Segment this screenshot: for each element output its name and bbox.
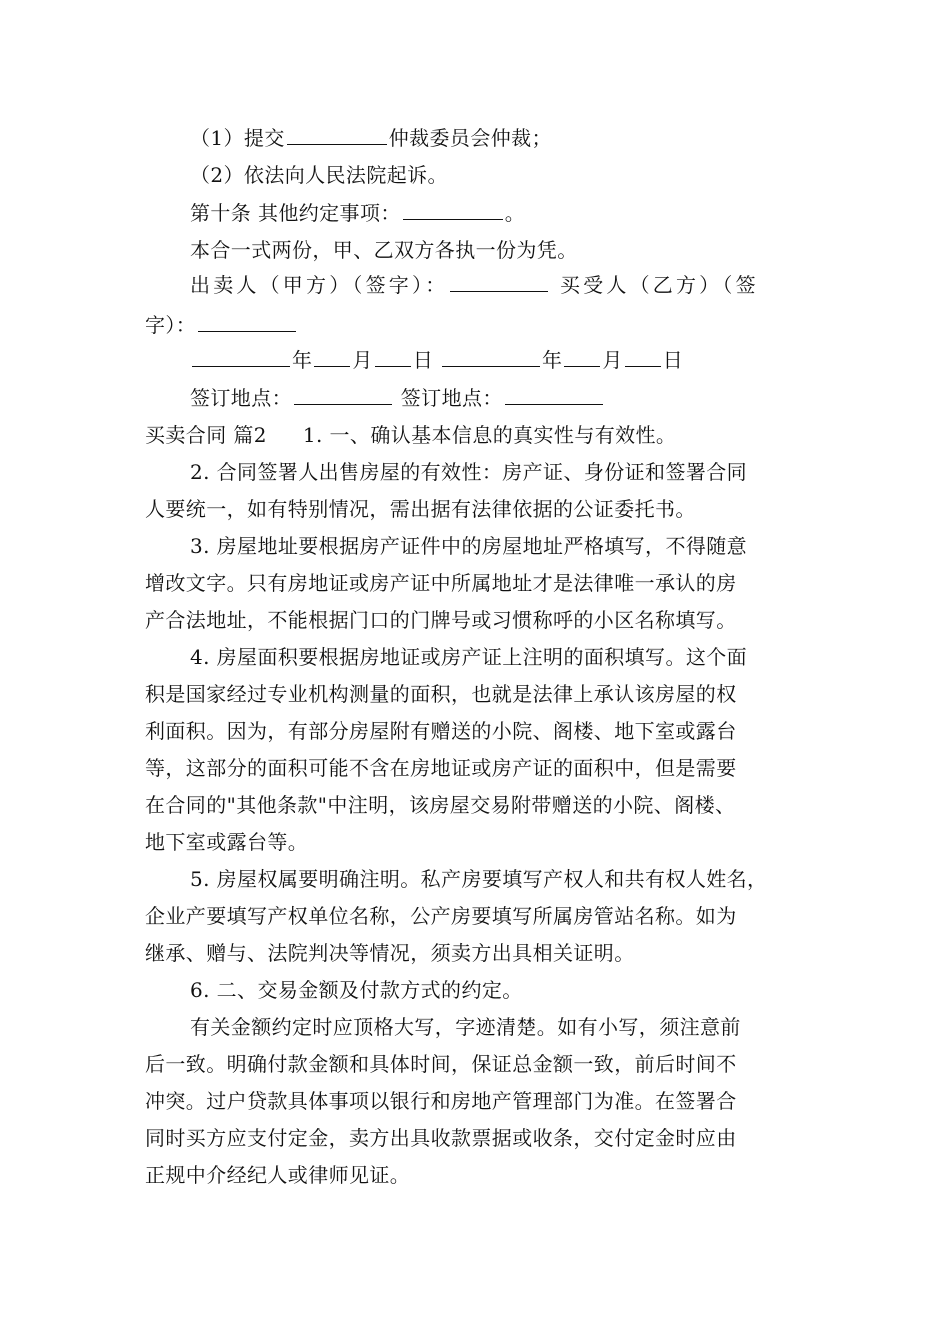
paragraph-line bbox=[190, 643, 747, 671]
copies-statement bbox=[190, 236, 578, 264]
text: 年 bbox=[292, 348, 313, 372]
text: 在合同的"其他条款"中注明，该房屋交易附带赠送的小院、阁楼、 bbox=[145, 793, 736, 817]
text: 。 bbox=[504, 201, 526, 225]
text: （1）提交 bbox=[190, 126, 285, 150]
paragraph-line bbox=[145, 717, 737, 745]
text: 企业产要填写产权单位名称，公产房要填写所属房管站名称。如为 bbox=[145, 904, 737, 928]
text: 等，这部分的面积可能不含在房地证或房产证的面积中，但是需要 bbox=[145, 756, 737, 780]
paragraph-line bbox=[190, 458, 747, 486]
signature-line-cont bbox=[145, 311, 298, 339]
paragraph-line bbox=[190, 976, 523, 1004]
text: 3. 房屋地址要根据房产证件中的房屋地址严格填写，不得随意 bbox=[190, 534, 748, 558]
text: 正规中介经纪人或律师见证。 bbox=[145, 1163, 411, 1187]
text: 第十条 其他约定事项： bbox=[190, 201, 401, 225]
text: 签订地点： bbox=[400, 386, 503, 410]
section-heading bbox=[145, 421, 676, 449]
text: 买卖合同 篇2 bbox=[145, 423, 267, 447]
fill-blank bbox=[450, 271, 548, 292]
text: 继承、赠与、法院判决等情况，须卖方出具相关证明。 bbox=[145, 941, 635, 965]
text: 1. 一、确认基本信息的真实性与有效性。 bbox=[302, 423, 677, 447]
paragraph-line bbox=[145, 680, 737, 708]
fill-blank bbox=[314, 346, 350, 367]
text: 6. 二、交易金额及付款方式的约定。 bbox=[190, 978, 523, 1002]
text: 买受人（乙方）（签 bbox=[559, 273, 759, 297]
text: （2）依法向人民法院起诉。 bbox=[190, 163, 448, 187]
paragraph-line bbox=[145, 606, 737, 634]
text: 同时买方应支付定金，卖方出具收款票据或收条，交付定金时应由 bbox=[145, 1126, 737, 1150]
paragraph-line bbox=[145, 495, 696, 523]
text: 冲突。过户贷款具体事项以银行和房地产管理部门为准。在签署合 bbox=[145, 1089, 737, 1113]
text: 有关金额约定时应顶格大写，字迹清楚。如有小写，须注意前 bbox=[190, 1015, 741, 1039]
text: 地下室或露台等。 bbox=[145, 830, 309, 854]
paragraph-line bbox=[145, 1050, 737, 1078]
fill-blank bbox=[294, 384, 392, 405]
text: 日 bbox=[412, 348, 434, 372]
text: 出卖人（甲方）（签字）： bbox=[190, 273, 449, 297]
text: 产合法地址，不能根据门口的门牌号或习惯称呼的小区名称填写。 bbox=[145, 608, 737, 632]
fill-blank bbox=[375, 346, 411, 367]
text: 签订地点： bbox=[190, 386, 292, 410]
text: 利面积。因为，有部分房屋附有赠送的小院、阁楼、地下室或露台 bbox=[145, 719, 737, 743]
fill-blank bbox=[192, 346, 290, 367]
date-line bbox=[190, 346, 683, 374]
fill-blank bbox=[403, 199, 503, 220]
paragraph-line bbox=[145, 1161, 410, 1189]
text: 月 bbox=[602, 348, 623, 372]
text: 5. 房屋权属要明确注明。私产房要填写产权人和共有权人姓名， bbox=[190, 867, 768, 891]
paragraph-line bbox=[190, 1013, 741, 1041]
paragraph-line bbox=[190, 865, 767, 893]
article-ten bbox=[190, 199, 525, 227]
paragraph-line bbox=[145, 828, 308, 856]
text: 后一致。明确付款金额和具体时间，保证总金额一致，前后时间不 bbox=[145, 1052, 737, 1076]
paragraph-line bbox=[145, 1124, 737, 1152]
text: 4. 房屋面积要根据房地证或房产证上注明的面积填写。这个面 bbox=[190, 645, 748, 669]
paragraph-line bbox=[190, 532, 747, 560]
text: 人要统一，如有特别情况，需出据有法律依据的公证委托书。 bbox=[145, 497, 696, 521]
paragraph-line bbox=[145, 791, 735, 819]
paragraph-line bbox=[145, 754, 737, 782]
paragraph-line bbox=[145, 569, 737, 597]
paragraph-line bbox=[145, 902, 737, 930]
text: 月 bbox=[352, 348, 373, 372]
paragraph-line bbox=[145, 939, 635, 967]
text: 积是国家经过专业机构测量的面积，也就是法律上承认该房屋的权 bbox=[145, 682, 737, 706]
fill-blank bbox=[198, 311, 296, 332]
text: 2. 合同签署人出售房屋的有效性：房产证、身份证和签署合同 bbox=[190, 460, 748, 484]
clause-lawsuit bbox=[190, 161, 448, 189]
signature-line bbox=[190, 271, 759, 299]
text: 日 bbox=[662, 348, 684, 372]
fill-blank bbox=[505, 384, 603, 405]
fill-blank bbox=[564, 346, 600, 367]
fill-blank bbox=[625, 346, 661, 367]
text: 仲裁委员会仲裁； bbox=[388, 126, 552, 150]
paragraph-line bbox=[145, 1087, 737, 1115]
signing-place-line bbox=[190, 384, 605, 412]
clause-arbitration bbox=[190, 124, 552, 152]
text: 年 bbox=[541, 348, 563, 372]
text: 增改文字。只有房地证或房产证中所属地址才是法律唯一承认的房 bbox=[145, 571, 737, 595]
text: 字）： bbox=[145, 313, 197, 337]
text: 本合一式两份，甲、乙双方各执一份为凭。 bbox=[190, 238, 578, 262]
fill-blank bbox=[287, 124, 387, 145]
fill-blank bbox=[442, 346, 540, 367]
